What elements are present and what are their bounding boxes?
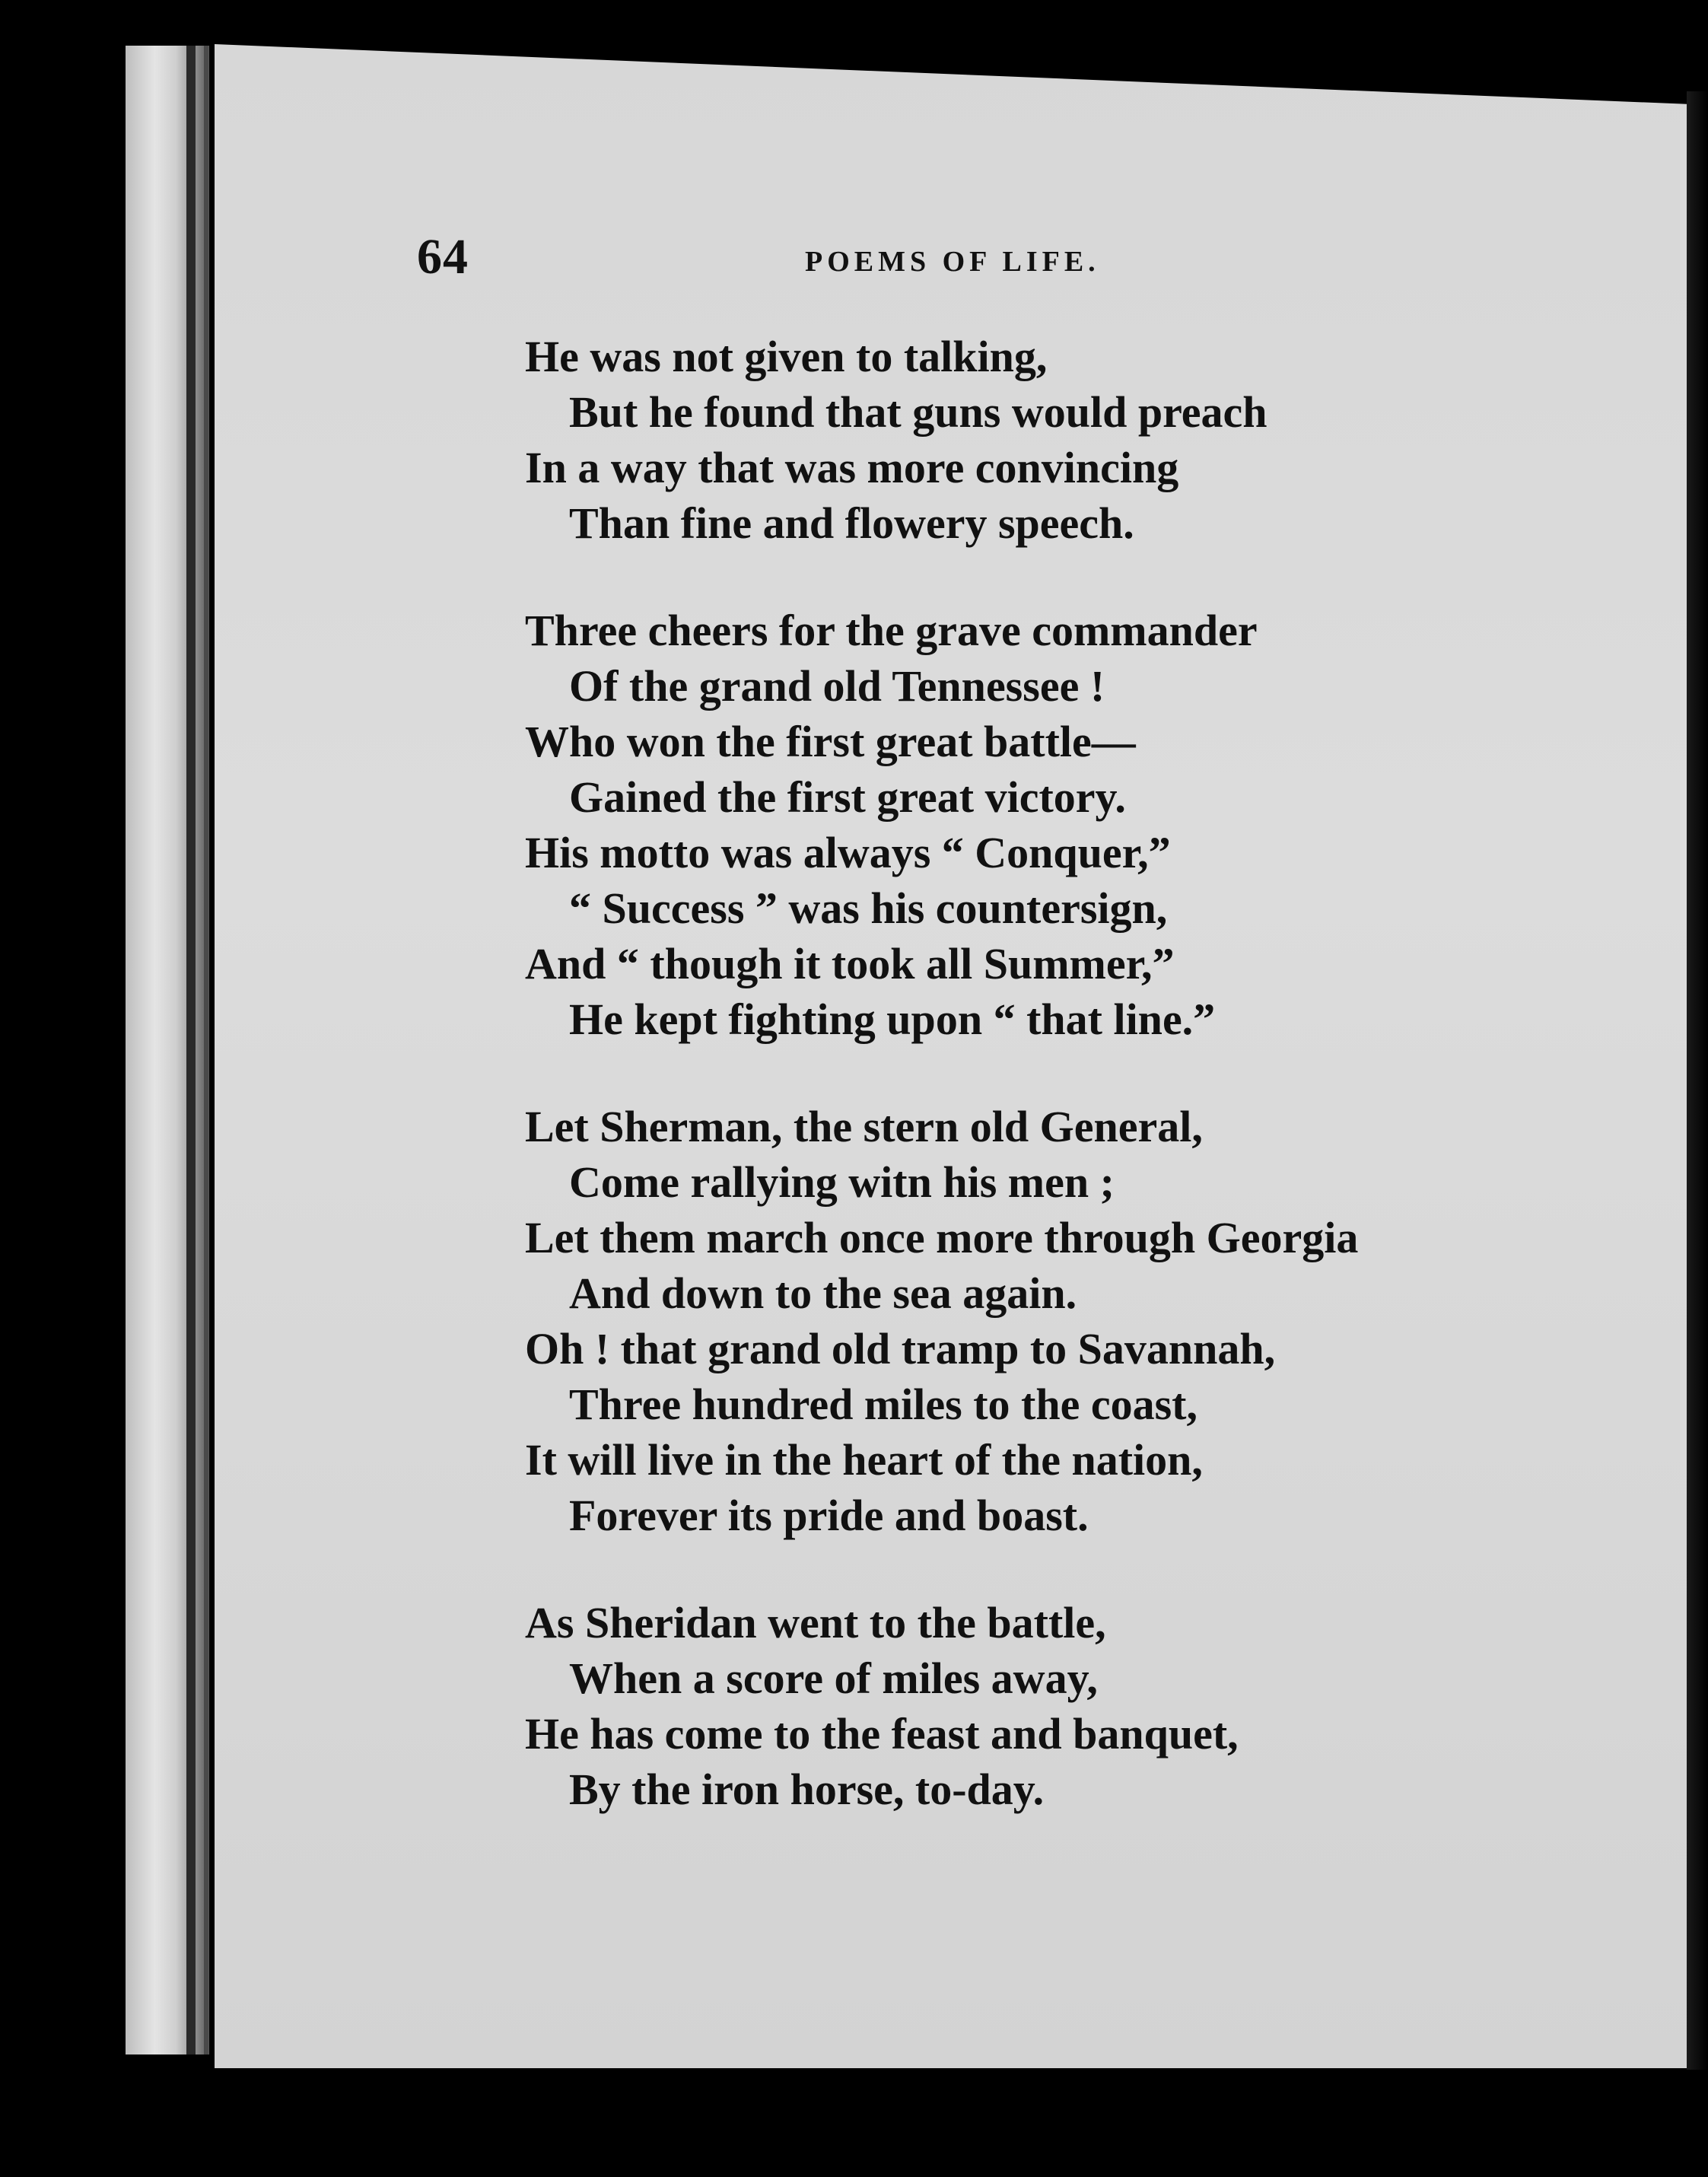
poem-line: Of the grand old Tennessee ! — [569, 661, 1105, 711]
spine-shadow-line — [204, 46, 208, 2054]
poem-line: By the iron horse, to-day. — [569, 1765, 1045, 1814]
stanza — [525, 1099, 1438, 1543]
poem-line: Than fine and flowery speech. — [569, 498, 1134, 548]
poem-line: He was not given to talking, — [525, 332, 1048, 381]
poem-line: When a score of miles away, — [569, 1653, 1098, 1703]
poem-line: Who won the first great battle— — [525, 717, 1136, 766]
poem-line: Come rallying witn his men ; — [569, 1157, 1115, 1207]
poem-line: Three cheers for the grave commander — [525, 606, 1258, 655]
poem-line: Let them march once more through Georgia — [525, 1213, 1359, 1262]
spine-shadow-line — [186, 46, 196, 2054]
stanza — [525, 603, 1438, 1047]
poem-line: He has come to the feast and banquet, — [525, 1709, 1239, 1758]
poem-line: It will live in the heart of the nation, — [525, 1435, 1203, 1485]
poem-line: His motto was always “ Conquer,” — [525, 828, 1171, 877]
stanza — [525, 329, 1438, 551]
book-spine-edge — [126, 46, 209, 2054]
poem-line: Gained the first great victory. — [569, 772, 1126, 822]
poem-body — [525, 329, 1438, 1869]
running-head — [417, 228, 1208, 289]
poem-line: Three hundred miles to the coast, — [569, 1380, 1198, 1429]
poem-line: “ Success ” was his countersign, — [569, 883, 1168, 933]
running-title: POEMS OF LIFE. — [805, 246, 1100, 278]
right-edge-shadow — [1687, 91, 1708, 2070]
stanza — [525, 1595, 1438, 1817]
page-number: 64 — [417, 229, 469, 285]
poem-line: Let Sherman, the stern old General, — [525, 1102, 1203, 1151]
poem-line: And down to the sea again. — [569, 1268, 1077, 1318]
poem-line: He kept fighting upon “ that line.” — [569, 995, 1216, 1044]
poem-line: As Sheridan went to the battle, — [525, 1598, 1106, 1647]
poem-line: But he found that guns would preach — [569, 387, 1267, 437]
poem-line: Forever its pride and boast. — [569, 1491, 1089, 1540]
poem-line: Oh ! that grand old tramp to Savannah, — [525, 1324, 1276, 1373]
poem-line: And “ though it took all Summer,” — [525, 939, 1175, 988]
poem-line: In a way that was more convincing — [525, 443, 1179, 492]
